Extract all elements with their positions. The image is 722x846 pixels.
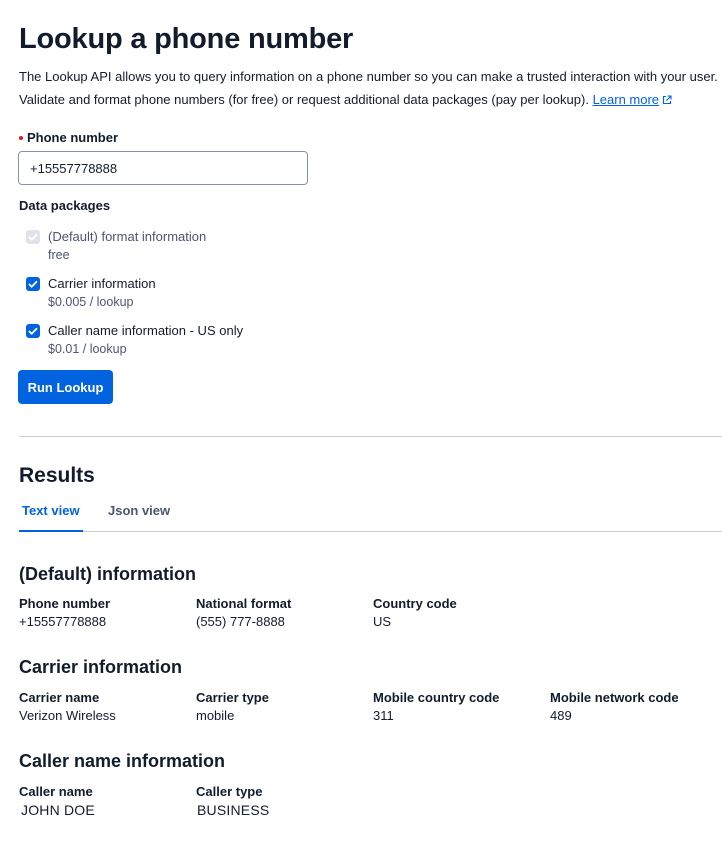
field-value: mobile [196,708,235,723]
package-price: free [48,248,70,262]
field-country-code [373,595,548,631]
phone-number-label [19,130,118,145]
package-name: (Default) format information [48,229,207,244]
data-packages-label: Data packages [19,198,111,213]
field-label: Carrier type [196,690,269,705]
checkmark-icon [28,233,38,241]
package-price: $0.005 / lookup [48,295,134,309]
field-carrier-name [19,689,194,725]
package-carrier[interactable] [26,275,156,311]
phone-number-label-text: Phone number [27,130,119,145]
field-value: 311 [373,708,394,723]
field-label: National format [196,596,292,611]
package-name: Caller name information - US only [48,323,244,338]
field-caller-type [196,783,371,819]
default-info-title: (Default) information [19,564,196,584]
phone-number-input[interactable] [18,151,308,185]
checkbox-carrier[interactable] [26,277,40,291]
field-label: Caller name [19,784,93,799]
package-default-format [26,228,206,264]
section-divider [19,436,722,437]
intro-paragraph [19,65,719,112]
learn-more-link[interactable] [593,92,672,107]
package-caller-name[interactable] [26,322,243,358]
checkbox-default-format [26,230,40,244]
field-value: 489 [550,708,572,723]
checkmark-icon [28,280,38,288]
tab-text-view[interactable]: Text view [19,497,83,532]
field-label: Country code [373,596,457,611]
learn-more-label[interactable]: Learn more [592,92,660,107]
checkmark-icon [28,327,38,335]
field-label: Caller type [196,784,263,799]
field-label: Mobile network code [550,690,679,705]
field-carrier-type [196,689,371,725]
field-national-format [196,595,371,631]
field-value: Verizon Wireless [19,708,116,723]
package-name: Carrier information [48,276,156,291]
required-indicator [19,136,23,140]
field-value: US [373,614,392,629]
results-tabs [19,497,722,532]
caller-info-title: Caller name information [19,751,226,771]
field-value: BUSINESS [197,802,270,818]
field-value: +15557778888 [19,614,107,629]
field-mobile-network-code [550,689,720,725]
carrier-info-title: Carrier information [19,657,183,677]
page-title: Lookup a phone number [19,23,354,55]
field-label: Phone number [19,596,111,611]
field-label: Carrier name [19,690,100,705]
package-price: $0.01 / lookup [48,342,127,356]
tab-json-view[interactable]: Json view [108,503,171,518]
checkbox-caller-name[interactable] [26,324,40,338]
field-value: JOHN DOE [21,802,95,818]
intro-text: The Lookup API allows you to query information on a phone number so you can make a trusted interaction with your user. Validate and format phone numbers (for free) or request additional data packages (pay per lookup). [19,69,718,107]
external-link-icon [662,89,672,112]
results-title: Results [19,464,95,487]
field-value: (555) 777-8888 [196,614,285,629]
run-lookup-button[interactable]: Run Lookup [18,370,113,404]
field-caller-name [19,783,194,819]
field-mobile-country-code [373,689,548,725]
field-label: Mobile country code [373,690,500,705]
field-phone-number [19,595,194,631]
